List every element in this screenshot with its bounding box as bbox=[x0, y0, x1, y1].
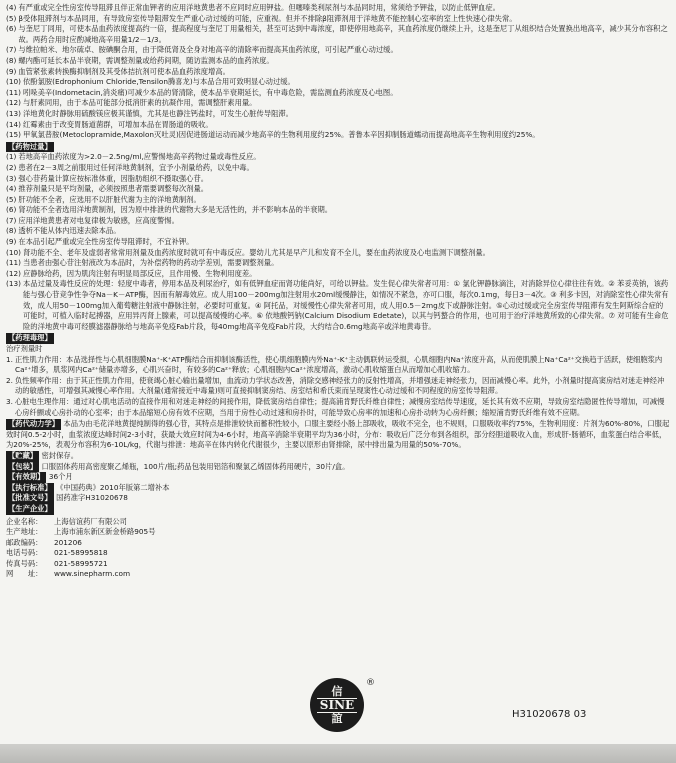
item-text: 应用洋地黄患者对电复律极为敏感，应高度警惕。 bbox=[18, 215, 179, 225]
overdose-item bbox=[6, 226, 670, 237]
item-text: 肾功能不全、老年及虚弱者常常用剂量及血药浓度时就可有中毒反应。婴幼儿尤其是早产儿和发育不全儿，要在血药浓度及心电监测下调整剂量。 bbox=[22, 247, 490, 257]
item-text: 患者在2－3周之前服用过任何洋地黄制剂，宜予小剂量给药，以免中毒。 bbox=[18, 162, 254, 172]
pharmacology-item bbox=[6, 376, 670, 397]
item-text: β受体阻滞剂与本品同用，有导致房室传导阻滞发生严重心动过缓的可能，应重视。但并不排除β阻滞剂用于洋地黄不能控制心室率的室上性快速心律失常。 bbox=[18, 13, 517, 23]
item-number: (10) bbox=[6, 247, 21, 257]
storage-row bbox=[6, 451, 670, 462]
item-number: 1. bbox=[6, 354, 13, 364]
item-number: (8) bbox=[6, 226, 17, 236]
manufacturer-details bbox=[6, 517, 670, 581]
paper-fold-shadow bbox=[0, 744, 676, 763]
manufacturer-info-value: 201206 bbox=[54, 537, 82, 547]
logo-brand: SINE bbox=[317, 698, 357, 713]
manufacturer-info-key: 网 址： bbox=[6, 569, 43, 579]
item-number: (6) bbox=[6, 205, 17, 215]
interaction-item bbox=[6, 3, 670, 14]
overdose-item bbox=[6, 258, 670, 269]
interaction-item bbox=[6, 24, 670, 45]
item-text: 与维拉帕米、地尔硫卓、胺碘酮合用，由于降低肾及全身对地高辛的清除率而提高其血药浓度，可引起严重心动过缓。 bbox=[18, 45, 398, 55]
manufacturer-info-key: 传真号码： bbox=[6, 558, 43, 568]
approval-value: 国药准字H31020678 bbox=[56, 493, 128, 503]
item-text: 负性频率作用：由于其正性肌力作用，使衰竭心脏心输出量增加，血流动力学状态改善，消除交感神经张力的反射性增高，并增强迷走神经张力，因而减慢心率。此外，小剂量时提高窦房结对迷走神经冲动的敏感性，可增强其减慢心率作用。大剂量(通常接近中毒量)则可直接抑制窦房结、房室结和希氏束而呈现窦性心动过缓和不同程度的房室传导阻滞。 bbox=[14, 375, 665, 396]
item-text: 甲氧氯普胺(Metoclopramide,Maxolon灭吐灵)因促进肠道运动而减少地高辛的生物利用度约25%。普鲁本辛因抑制肠道蠕动而提高地高辛生物利用度约25%。 bbox=[22, 130, 540, 140]
interaction-item bbox=[6, 77, 670, 88]
manufacturer-info-row bbox=[6, 527, 670, 538]
interaction-item bbox=[6, 120, 670, 131]
item-number: (10) bbox=[6, 77, 21, 87]
pharmacokinetics-section bbox=[6, 418, 670, 451]
item-text: 血管紧张素转换酶抑制剂及其受体拮抗剂可使本品血药浓度增高。 bbox=[18, 66, 230, 76]
package-label: 【包装】 bbox=[8, 461, 38, 471]
item-text: 螺内酯可延长本品半衰期，需调整剂量或给药间期，随访监测本品的血药浓度。 bbox=[18, 55, 274, 65]
item-number: (11) bbox=[6, 87, 21, 97]
overdose-header: 【药物过量】 bbox=[8, 141, 52, 151]
overdose-item bbox=[6, 174, 670, 185]
storage-label: 【贮藏】 bbox=[8, 450, 38, 460]
manufacturer-info-key: 电话号码： bbox=[6, 548, 43, 558]
manufacturer-info-key: 企业名称： bbox=[6, 516, 43, 526]
item-number: 3. bbox=[6, 396, 13, 406]
manufacturer-info-row bbox=[6, 517, 670, 528]
pharmacology-item bbox=[6, 397, 670, 418]
item-number: (4) bbox=[6, 184, 17, 194]
registered-mark: ® bbox=[366, 678, 375, 688]
manufacturer-info-row bbox=[6, 538, 670, 549]
insert-body bbox=[6, 3, 670, 580]
interaction-item bbox=[6, 98, 670, 109]
item-number: (7) bbox=[6, 45, 17, 55]
item-number: (7) bbox=[6, 215, 17, 225]
validity-row bbox=[6, 472, 670, 483]
overdose-section bbox=[6, 141, 670, 333]
item-text: 若地高辛血药浓度为>2.0－2.5ng/ml,应警惕地高辛药物过量或毒性反应。 bbox=[18, 152, 261, 162]
item-text: 与奎尼丁同用，可使本品血药浓度提高约一倍，提高程度与奎尼丁用量相关，甚至可达到中毒浓度，即使停用地高辛，其血药浓度仍继续上升，这是奎尼丁从组织结合处置换出地高辛，减少其分布容积之故。两药合用时应酌减地高辛用量1/2－1/3。 bbox=[18, 24, 668, 44]
item-number: (9) bbox=[6, 237, 17, 247]
validity-value: 36个月 bbox=[48, 472, 73, 482]
item-text: 有严重或完全性房室传导阻滞且伴正常血钾者的应用洋地黄患者不应同时应用钾盐。但噻嗪类利尿剂与本品同时用，常须给予钾盐，以防止低钾血症。 bbox=[18, 3, 500, 12]
manufacturer-info-row bbox=[6, 559, 670, 570]
item-number: (2) bbox=[6, 162, 17, 172]
manufacturer-info-key: 邮政编码： bbox=[6, 537, 43, 547]
overdose-item bbox=[6, 269, 670, 280]
standard-label: 【执行标准】 bbox=[8, 482, 52, 492]
interaction-item bbox=[6, 130, 670, 141]
item-number: 2. bbox=[6, 375, 13, 385]
item-text: 肝功能不全者，应选用不以肝脏代谢为主的洋地黄制剂。 bbox=[18, 194, 201, 204]
overdose-item bbox=[6, 152, 670, 163]
item-text: 吲哚美辛(Indometacin,消炎痛)可减少本品的肾清除，使本品半衰期延长，有中毒危险，需监测血药浓度及心电图。 bbox=[22, 87, 398, 97]
interaction-item bbox=[6, 109, 670, 120]
manufacturer-info-row bbox=[6, 569, 670, 580]
overdose-item bbox=[6, 184, 670, 195]
overdose-item bbox=[6, 205, 670, 216]
item-text: 当患者由强心苷注射液改为本品时，为补偿药物的药动学差别，需要调整剂量。 bbox=[22, 258, 279, 268]
logo-bottom-char: 誼 bbox=[331, 711, 343, 725]
item-text: 红霉素由于改变胃肠道菌群，可增加本品在胃肠道的吸收。 bbox=[22, 119, 213, 129]
manufacturer-row bbox=[6, 504, 670, 515]
storage-value: 密封保存。 bbox=[41, 450, 78, 460]
pharmacology-section bbox=[6, 332, 670, 418]
item-text: 正性肌力作用：本品选择性与心肌细胞膜Na⁺-K⁺ATP酶结合而抑制该酶活性，使心肌细胞膜内外Na⁺-K⁺主动偶联转运受损，心肌细胞内Na⁺浓度升高，从而使肌膜上Na⁺Ca²⁺交换趋于活跃，使细胞浆内Ca²⁺增多，肌浆网内Ca²⁺储量亦增多，心肌兴奋时，有较多的Ca²⁺释放；心肌细胞内Ca²⁺浓度增高，激动心肌收缩蛋白从而增加心肌收缩力。 bbox=[14, 354, 663, 375]
manufacturer-info-row bbox=[6, 548, 670, 559]
validity-label: 【有效期】 bbox=[8, 472, 45, 482]
item-number: (8) bbox=[6, 55, 17, 65]
package-row bbox=[6, 462, 670, 473]
logo-top-char: 信 bbox=[331, 684, 343, 698]
item-text: 本品过量及毒性反应的处理：轻度中毒者，停用本品及利尿治疗，如有低钾血症而肾功能尚好，可给以钾盐。发生促心律失常者可用：① 氯化钾静脉滴注，对消除异位心律往往有效。② 苯妥英钠，该药能与强心苷竞争性争夺Na－K－ATP酶，因而有解毒效应。成人用100－200mg加注射用水20ml缓慢静注，如情况不紧急，亦可口服，每次0.1mg，每日3－4次。③ 利多卡因，对消除室性心律失常有效，成人用50－100mg加入葡萄糖注射液中静脉注射，必要时可重复。④ 阿托品，对缓慢性心律失常者可用，成人用0.5－2mg皮下或静脉注射。⑤心动过缓或完全房室传导阻滞有发生阿斯综合症的可能时，可植入临时起搏器，应用异丙肾上腺素，可以提高缓慢的心率。⑥ 依地酸钙钠(Calcium Disodium Edetate)，以其与钙螯合的作用，也可用于治疗洋地黄所致的心律失常。⑦ 对可能有生命危险的洋地黄中毒可经膜滤器静脉给与地高辛免疫Fab片段，每40mg地高辛免疫Fab片段，大约结合0.6mg地高辛或洋地黄毒苷。 bbox=[22, 279, 669, 331]
interaction-item bbox=[6, 45, 670, 56]
overdose-item bbox=[6, 237, 670, 248]
item-number: (1) bbox=[6, 152, 17, 162]
drug-interaction-list bbox=[6, 3, 670, 141]
pharmacology-header: 【药理毒理】 bbox=[8, 333, 52, 343]
item-number: (14) bbox=[6, 119, 21, 129]
interaction-item bbox=[6, 14, 670, 25]
sine-logo bbox=[310, 678, 364, 732]
item-text: 透析不能从体内迅速去除本品。 bbox=[18, 226, 121, 236]
item-text: 在本品引起严重或完全性房室传导阻滞时，不宜补钾。 bbox=[18, 237, 194, 247]
item-number: (13) bbox=[6, 108, 21, 118]
item-number: (4) bbox=[6, 3, 17, 12]
approval-label: 【批准文号】 bbox=[8, 493, 52, 503]
item-text: 与肝素同用，由于本品可能部分抵消肝素的抗凝作用，需调整肝素用量。 bbox=[22, 98, 257, 108]
item-number: (13) bbox=[6, 279, 21, 289]
manufacturer-info-value: 上海信谊药厂有限公司 bbox=[54, 516, 127, 526]
item-number: (5) bbox=[6, 13, 17, 23]
interaction-item bbox=[6, 67, 670, 78]
item-text: 洋地黄化时静脉用硫酸镁应极其谨慎，尤其是也静注钙盐时，可发生心脏传导阻滞。 bbox=[22, 108, 293, 118]
item-text: 应静脉给药，因为肌肉注射有明显局部反应，且作用慢、生物利用度差。 bbox=[22, 268, 257, 278]
item-number: (3) bbox=[6, 173, 17, 183]
pharmacology-subheading: 治疗剂量时 bbox=[6, 344, 43, 353]
item-number: (6) bbox=[6, 24, 17, 34]
pharmacology-list bbox=[6, 355, 670, 419]
overdose-item bbox=[6, 163, 670, 174]
item-text: 推荐剂量只是平均剂量，必须按照患者需要调整每次剂量。 bbox=[18, 184, 209, 194]
standard-value: 《中国药典》2010年版第二增补本 bbox=[56, 482, 170, 492]
manufacturer-info-value: 021-58995721 bbox=[54, 558, 108, 568]
item-number: (12) bbox=[6, 268, 21, 278]
package-value: 口服固体药用高密度聚乙烯瓶，100片/瓶;药品包装用铝箔和聚氯乙烯固体药用硬片，30片/盒。 bbox=[41, 461, 350, 471]
item-number: (12) bbox=[6, 98, 21, 108]
standard-row bbox=[6, 483, 670, 494]
overdose-list bbox=[6, 152, 670, 332]
manufacturer-info-key: 生产地址： bbox=[6, 527, 43, 537]
item-number: (15) bbox=[6, 130, 21, 140]
manufacturer-info-value: www.sinepharm.com bbox=[54, 569, 131, 579]
item-text: 肾功能不全者选用洋地黄制剂，因为原中排泄的代谢物大多是无活性的，并不影响本品的半衰期。 bbox=[18, 205, 333, 215]
overdose-item bbox=[6, 195, 670, 206]
pharmacokinetics-header: 【药代动力学】 bbox=[8, 419, 60, 429]
approval-row bbox=[6, 493, 670, 504]
pharmacology-item bbox=[6, 355, 670, 376]
manufacturer-info-value: 021-58995818 bbox=[54, 548, 108, 558]
item-number: (9) bbox=[6, 66, 17, 76]
item-number: (5) bbox=[6, 194, 17, 204]
manufacturer-label: 【生产企业】 bbox=[8, 503, 52, 513]
item-text: 心脏电生理作用：通过对心肌电活动的直接作用和对迷走神经的间接作用，降低窦房结自律性；提高浦肯野氏纤维自律性；减慢房室结传导速度，延长其有效不应期，导致房室结隐匿性传导增加，可减慢心房纤颤或心房扑动的心室率；由于本品缩短心房有效不应期，当用于房性心动过速和房扑时，可能导致心房率的加速和心房扑动转为心房纤颤；缩短浦肯野氏纤维有效不应期。 bbox=[14, 396, 665, 417]
overdose-item bbox=[6, 248, 670, 259]
interaction-item bbox=[6, 56, 670, 67]
item-number: (11) bbox=[6, 258, 21, 268]
manufacturer-info-value: 上海市浦东新区新金桥路905号 bbox=[54, 527, 156, 537]
interaction-item bbox=[6, 88, 670, 99]
overdose-item bbox=[6, 279, 670, 332]
document-code: H31020678 03 bbox=[512, 709, 587, 720]
item-text: 强心苷药量计算应按标准体重，因脂肪组织不摄取强心苷。 bbox=[18, 173, 209, 183]
overdose-item bbox=[6, 216, 670, 227]
pharmacokinetics-text: 本品为由毛花洋地黄提纯制得的强心苷，其特点是排泄较快而蓄积性较小，口服主要经小肠上部吸收，吸收不完全，也不规则，口服吸收率约75%，生物利用度：片剂为60%-80%，口服起效时间0.5-2小时，血浆浓度达峰时间2-3小时，获最大效应时间为4-6小时，地高辛消除半衰期平均为36小时，分布：吸收后广泛分布到各组织，部分经胆道吸收入血，形成肝-肠循环，血浆蛋白结合率低，为20%-25%，表观分布容积为6-10L/kg，代谢与排泄：地高辛在体内转化代谢很少，主要以原形由肾排除，尿中排出量为用量的50%-70%。 bbox=[6, 419, 670, 450]
item-text: 依酚氯胺(Edrophonium Chloride,Tensilon腾喜龙)与本品合用可致明显心动过缓。 bbox=[22, 77, 295, 87]
